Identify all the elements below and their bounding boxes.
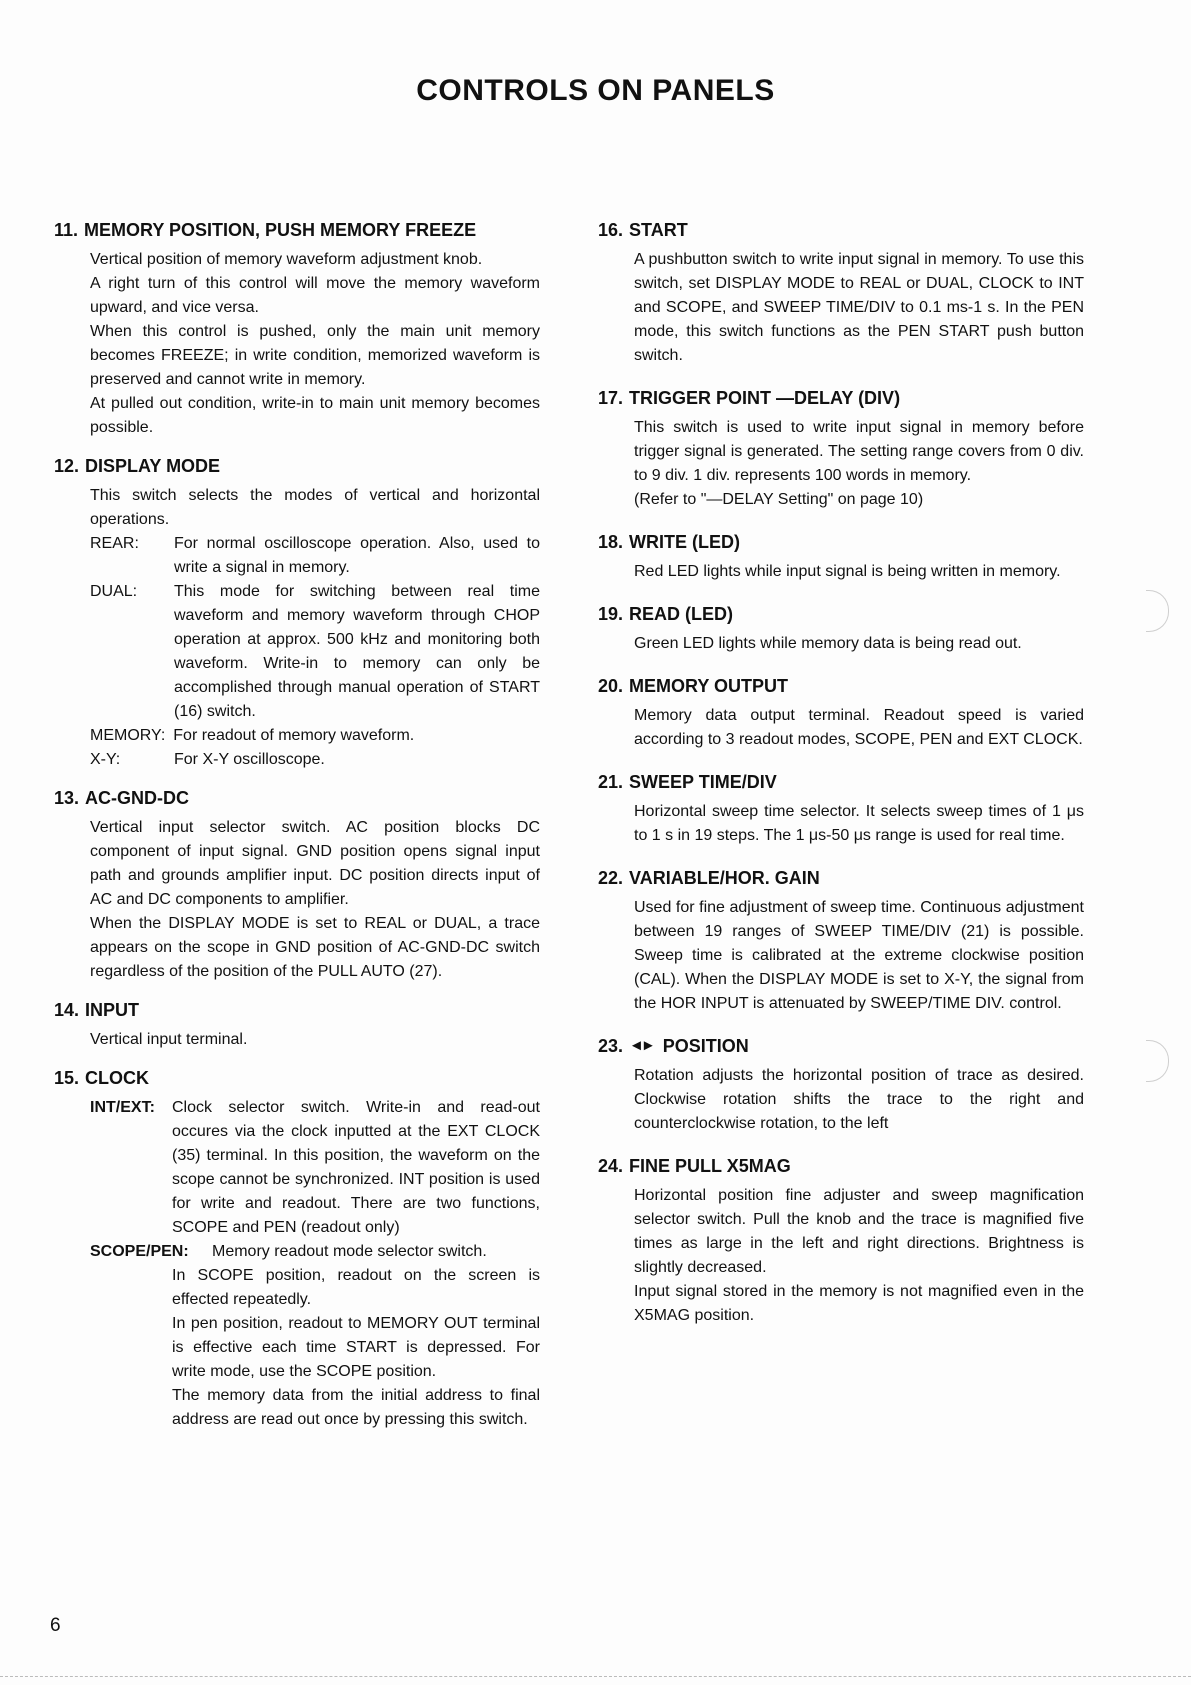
definition-term: X-Y: [90,751,121,768]
section-17 [598,386,1084,512]
definition-row [90,1240,540,1264]
definition-text: For X-Y oscilloscope. [174,751,325,768]
section-body [598,1064,1084,1136]
definition-term: MEMORY: [90,727,166,744]
section-body [598,632,1084,656]
paragraph: Horizontal sweep time selector. It selects sweep times of 1 μs to 1 s in 19 steps. The 1 μs-50 μs range is used for real time. [634,803,1084,844]
section-heading [598,770,1084,794]
definition-term: INT/EXT: [90,1099,155,1116]
paragraph: Rotation adjusts the horizontal position of trace as desired. Clockwise rotation shifts the trace to the right and counterclockwise rotation, to the left [634,1067,1084,1132]
paragraph: Horizontal position fine adjuster and sweep magnification selector switch. Pull the knob and the trace is magnified five times as large in the left and right directions. Brightness is slightly decreased. [634,1187,1084,1276]
section-title: DISPLAY MODE [85,456,221,476]
paragraph: This switch selects the modes of vertical and horizontal operations. [90,487,540,528]
paragraph: Vertical input selector switch. AC position blocks DC component of input signal. GND position opens signal input path and grounds amplifier input. DC position directs input of AC and DC components to amplifier. [90,819,540,908]
section-body [598,248,1084,368]
section-body [598,704,1084,752]
section-number: 18. [598,532,624,552]
section-11 [54,218,540,440]
section-body [598,1184,1084,1328]
section-title: AC-GND-DC [85,788,190,808]
section-title: FINE PULL X5MAG [629,1156,791,1176]
section-body [54,248,540,440]
section-number: 15. [54,1068,80,1088]
paragraph: The memory data from the initial address to final address are read out once by pressing this switch. [172,1387,540,1428]
section-23 [598,1034,1084,1136]
paragraph: This switch is used to write input signal in memory before trigger signal is generated. The setting range covers from 0 div. to 9 div. 1 div. represents 100 words in memory. [634,419,1084,484]
paragraph: When this control is pushed, only the main unit memory becomes FREEZE; in write condition, memorized waveform is preserved and cannot write in memory. [90,323,540,388]
right-column [598,218,1084,1340]
definition-term: REAR: [90,535,139,552]
left-right-arrow-icon: ◄► [629,1037,653,1054]
section-body [598,560,1084,584]
paragraph: Green LED lights while memory data is being read out. [634,635,1022,652]
definition-spacer [90,1264,172,1432]
section-22 [598,866,1084,1016]
paragraph: Vertical input terminal. [90,1031,248,1048]
paragraph: A right turn of this control will move the memory waveform upward, and vice versa. [90,275,540,316]
section-title: WRITE (LED) [629,532,741,552]
definition-row [90,724,540,748]
section-number: 16. [598,220,624,240]
section-title: MEMORY POSITION, PUSH MEMORY FREEZE [84,220,477,240]
section-21 [598,770,1084,848]
paragraph: In pen position, readout to MEMORY OUT terminal is effective each time START is depressed. For write mode, use the SCOPE position. [172,1315,540,1380]
section-number: 12. [54,456,80,476]
section-number: 24. [598,1156,624,1176]
section-heading [54,1066,540,1090]
paragraph: Memory data output terminal. Readout speed is varied according to 3 readout modes, SCOPE, PEN and EXT CLOCK. [634,707,1084,748]
section-title: SWEEP TIME/DIV [629,772,777,792]
section-number: 21. [598,772,624,792]
definition-text: Clock selector switch. Write-in and read-out occures via the clock inputted at the EXT CLOCK (35) terminal. In this position, the waveform on the scope cannot be synchronized. INT position is used for write and readout. There are two functions, SCOPE and PEN (readout only) [172,1099,540,1236]
section-number: 19. [598,604,624,624]
section-body [54,1096,540,1432]
section-number: 14. [54,1000,80,1020]
section-number: 23. [598,1036,624,1056]
section-heading [598,1154,1084,1178]
section-18 [598,530,1084,584]
bottom-rule [0,1676,1191,1677]
section-heading [54,998,540,1022]
definition-subtext [172,1264,540,1432]
section-heading [54,218,540,242]
paragraph: (Refer to "—DELAY Setting" on page 10) [634,491,924,508]
section-number: 22. [598,868,624,888]
section-body [54,1028,540,1052]
section-heading [598,1034,1084,1058]
section-24 [598,1154,1084,1328]
paragraph: Used for fine adjustment of sweep time. Continuous adjustment between 19 ranges of SWEEP TIME/DIV (21) is possible. Sweep time is calibrated at the extreme clockwise position (CAL). When the DISPLAY MODE is set to X-Y, the signal from the HOR INPUT is attenuated by SWEEP/TIME DIV. control. [634,899,1084,1012]
section-title: READ (LED) [629,604,734,624]
section-body [598,896,1084,1016]
left-column [54,218,540,1444]
section-title: CLOCK [85,1068,150,1088]
section-heading [598,530,1084,554]
page-title: CONTROLS ON PANELS [416,74,775,107]
section-heading [598,602,1084,626]
section-body [598,416,1084,512]
section-13 [54,786,540,984]
section-number: 17. [598,388,624,408]
definition-row [90,1096,540,1240]
section-heading [598,674,1084,698]
section-number: 20. [598,676,624,696]
paragraph: Vertical position of memory waveform adjustment knob. [90,251,483,268]
definition-text: For readout of memory waveform. [173,727,415,744]
definition-text: Memory readout mode selector switch. [212,1243,487,1260]
section-title: START [629,220,688,240]
paragraph: At pulled out condition, write-in to main unit memory becomes possible. [90,395,540,436]
paragraph: A pushbutton switch to write input signal in memory. To use this switch, set DISPLAY MODE to REAL or DUAL, CLOCK to INT and SCOPE, and SWEEP TIME/DIV to 0.1 ms-1 s. In the PEN mode, this switch functions as the PEN START push button switch. [634,251,1084,364]
paragraph: Input signal stored in the memory is not magnified even in the X5MAG position. [634,1283,1084,1324]
definition-text: This mode for switching between real time waveform and memory waveform through CHOP operation at approx. 500 kHz and monitoring both waveform. Write-in to memory can only be accomplished through manual operation of START (16) switch. [174,583,540,720]
definition-row [90,748,540,772]
section-title: POSITION [662,1036,749,1056]
section-14 [54,998,540,1052]
section-16 [598,218,1084,368]
section-12 [54,454,540,772]
section-19 [598,602,1084,656]
section-title: MEMORY OUTPUT [629,676,789,696]
page-number: 6 [50,1615,61,1636]
section-15 [54,1066,540,1432]
definition-text: For normal oscilloscope operation. Also, used to write a signal in memory. [174,535,540,576]
section-heading [54,454,540,478]
section-number: 13. [54,788,80,808]
section-heading [54,786,540,810]
definition-term: SCOPE/PEN: [90,1243,189,1260]
paragraph: In SCOPE position, readout on the screen is effected repeatedly. [172,1267,540,1308]
definition-term: DUAL: [90,583,138,600]
definition-row [90,1264,540,1432]
definition-row [90,580,540,724]
section-title: INPUT [85,1000,140,1020]
section-heading [598,866,1084,890]
section-body [54,484,540,772]
section-body [54,816,540,984]
paragraph: Red LED lights while input signal is being written in memory. [634,563,1061,580]
section-body [598,800,1084,848]
section-20 [598,674,1084,752]
definition-row [90,532,540,580]
section-heading [598,218,1084,242]
section-number: 11. [54,220,79,240]
section-heading [598,386,1084,410]
section-title: VARIABLE/HOR. GAIN [629,868,820,888]
paragraph: When the DISPLAY MODE is set to REAL or DUAL, a trace appears on the scope in GND position of AC-GND-DC switch regardless of the position of the PULL AUTO (27). [90,915,540,980]
section-title: TRIGGER POINT —DELAY (DIV) [629,388,901,408]
